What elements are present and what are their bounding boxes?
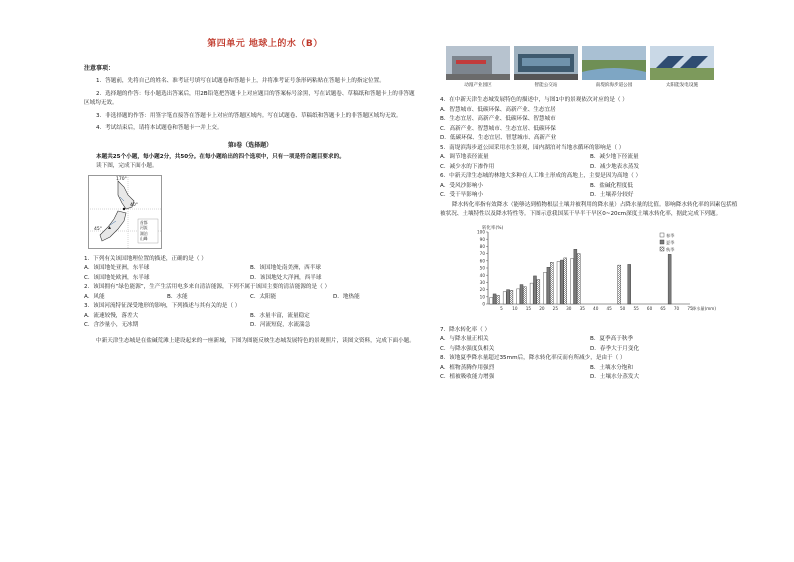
option-d[interactable]: D．春季大于月变化	[590, 345, 640, 352]
bar-夏季-30	[560, 260, 563, 304]
passage-conversion-rate: 降水转化率指有效降水（能够达到植物根层土壤并被利用的降水量）占降水量的比值。影响降水转化率的因素包括植被状况、土壤特性以及降水特性等。下图示意我国某干旱半干旱区0~20cm深度土壤水转化率，据此完成下列题。	[440, 201, 738, 217]
option-b[interactable]: B．水量丰富，流量稳定	[250, 312, 310, 319]
x-tick-label: 65	[660, 305, 666, 311]
question-8-options	[440, 364, 740, 383]
question-4-options	[440, 106, 740, 144]
bar-秋季-20	[537, 279, 540, 303]
option-b[interactable]: B．减少地下径流量	[590, 154, 639, 160]
y-tick-label: 80	[479, 243, 485, 249]
map-lat-label-40: 40°	[130, 202, 138, 208]
question-2-options	[84, 293, 416, 303]
x-axis-label: 降水量(mm)	[692, 305, 716, 311]
x-tick-label: 45	[606, 305, 612, 311]
bar-春季-20	[530, 283, 533, 304]
question-3-stem: 3．该国河流特征深受地形的影响，下列描述与其有关的是（ ）	[84, 303, 241, 309]
photo-captions	[446, 82, 740, 88]
bar-春季-25	[544, 272, 547, 304]
bar-夏季-10	[507, 289, 510, 303]
option-d[interactable]: D．低碳环保、生态宜居、智慧城市、高新产业	[440, 135, 557, 141]
option-a[interactable]: A．风能	[84, 293, 105, 300]
question-2-stem: 2．该国拥有“绿色能源”，生产生活用电多来自清洁能源，下列不属于该国主要的清洁能源的是（ ）	[84, 284, 331, 290]
option-c[interactable]: C．含沙量小，无冰期	[84, 322, 139, 328]
building-image	[446, 46, 510, 80]
photo-seaside-park	[582, 46, 646, 80]
option-a[interactable]: A．受风沙影响小	[440, 182, 483, 189]
bar-春季-35	[570, 258, 573, 303]
y-axis-label: 转化率(%)	[482, 225, 504, 231]
x-tick-label: 25	[552, 305, 559, 311]
park-image	[582, 46, 646, 80]
option-c[interactable]: C．受干旱影响小	[440, 192, 484, 198]
section-title: 第Ⅰ卷（选择题）	[227, 141, 273, 149]
question-5-stem: 5．南堤滨海步道公园采用水生景观，园内湖泊对当地水循环的影响是（ ）	[440, 144, 625, 151]
right-column	[440, 46, 740, 383]
section-intro: 本题共25个小题，每小题2分，共50分。在每小题给出的四个选项中，只有一项是符合题目要求的。	[96, 153, 345, 160]
option-b[interactable]: B．盐碱化程度低	[590, 182, 633, 189]
map-figure	[88, 175, 162, 249]
y-tick-label: 50	[479, 265, 485, 271]
option-a[interactable]: A．流速较慢，落差大	[84, 312, 139, 319]
option-a[interactable]: A．该国地处亚洲，东半球	[84, 265, 150, 271]
option-b[interactable]: B．夏季高于秋季	[590, 336, 633, 342]
y-tick-label: 40	[479, 272, 485, 278]
bar-夏季-25	[547, 267, 550, 304]
legend-label: 春季	[666, 232, 675, 238]
option-c[interactable]: C．植被吸收能力增强	[440, 374, 495, 380]
bar-秋季-25	[550, 262, 553, 304]
photo-animation-park	[446, 46, 510, 80]
option-c[interactable]: C．减少水的下渗作用	[440, 163, 495, 170]
option-b[interactable]: B．水能	[167, 293, 188, 300]
y-tick-label: 70	[479, 250, 485, 256]
option-d[interactable]: D．土壤养分较好	[590, 192, 634, 198]
y-tick-label: 90	[479, 236, 485, 242]
caption-3: 南堤滨海步道公园	[595, 83, 633, 88]
bar-春季-15	[517, 288, 520, 303]
notice-item: 3．非选择题的作答：用签字笔直接答在答题卡上对应的答题区域内。写在试题卷、草稿纸和答题卡上的非答题区域均无效。	[96, 112, 402, 119]
legend-label: 秋季	[666, 246, 675, 252]
bus-stop-image	[514, 46, 578, 80]
question-3-options	[84, 312, 416, 331]
conversion-rate-chart	[460, 222, 720, 320]
option-b[interactable]: B．该国地处南美洲，西半球	[250, 265, 321, 271]
bar-秋季-5	[496, 295, 499, 304]
chart-svg	[460, 222, 720, 320]
option-c[interactable]: C．该国地处欧洲，东半球	[84, 274, 150, 281]
bar-夏季-15	[520, 284, 523, 303]
photo-strip	[446, 46, 740, 80]
x-tick-label: 60	[646, 305, 653, 311]
question-6-stem: 6．中新天津生态城的林地大多种在人工堆土形成的高地上，主要是因为高地（ ）	[440, 173, 642, 179]
option-d[interactable]: D．减少地表水蒸发	[590, 163, 640, 170]
bar-秋季-30	[564, 257, 567, 303]
option-d[interactable]: D．河流短促，水流湍急	[250, 322, 311, 328]
notice-heading: 注意事项：	[84, 65, 115, 72]
option-c[interactable]: C．太阳能	[250, 293, 277, 300]
question-7-options	[440, 335, 740, 354]
legend-lake: 湖泊	[140, 230, 148, 236]
option-a[interactable]: A．智慧城市、低碳环保、高新产业、生态宜居	[440, 106, 556, 113]
option-d[interactable]: D．土壤水分蒸发大	[590, 374, 640, 380]
bar-春季-10	[503, 291, 506, 303]
option-a[interactable]: A．植物蒸腾作用强烈	[440, 364, 495, 371]
x-tick-label: 5	[500, 305, 503, 311]
map-lat-label-45: 45°	[94, 226, 102, 232]
map-legend	[140, 220, 148, 242]
bar-秋季-50	[618, 265, 621, 304]
page-title: 第四单元 地球上的水（B）	[207, 39, 323, 49]
passage-eco-city: 中新天津生态城是在盐碱荒滩上建设起来的一座新城，下图为图能反映生态城发展特色的景观照片，读图文资料，完成下面小题。	[96, 337, 415, 344]
legend-swatch	[660, 247, 664, 251]
caption-4: 太阳能发电设施	[665, 83, 699, 88]
solar-image	[650, 46, 714, 80]
caption-2: 智能公交站	[534, 83, 558, 88]
legend-swatch	[660, 233, 664, 237]
photo-solar-panels	[650, 46, 714, 80]
notice-item: 4．考试结束后，请将本试题卷和答题卡一并上交。	[96, 125, 223, 131]
option-a[interactable]: A．调节地表径流量	[440, 154, 489, 160]
x-tick-label: 20	[539, 305, 545, 311]
notice-item: 1．答题前，先将自己的姓名、准考证号填写在试题卷和答题卡上，并将准考证号条形码粘贴在答题卡上的指定位置。	[96, 78, 385, 84]
option-a[interactable]: A．与降水量正相关	[440, 336, 489, 342]
left-column	[84, 36, 416, 346]
x-tick-label: 55	[633, 305, 639, 311]
legend-river: 河流	[140, 225, 148, 230]
option-d[interactable]: D．该国地处大洋洲，西半球	[250, 274, 322, 281]
question-1-options	[84, 264, 416, 283]
x-tick-label: 35	[579, 305, 585, 311]
x-tick-label: 40	[593, 305, 599, 311]
bar-夏季-70	[668, 254, 671, 304]
x-tick-label: 10	[512, 305, 518, 311]
question-7-stem: 7．降水转化率（ ）	[440, 326, 491, 333]
question-6-options	[440, 182, 740, 201]
option-c[interactable]: C．与降水强度负相关	[440, 345, 495, 352]
legend-label: 夏季	[666, 239, 675, 245]
question-8-stem: 8．该地夏季降水量超过35mm后，降水转化率反而有所减少，是由于（ ）	[440, 355, 626, 361]
bar-秋季-10	[510, 290, 513, 304]
y-tick-label: 30	[479, 279, 485, 285]
x-tick-label: 70	[673, 305, 680, 311]
country-map	[88, 175, 162, 249]
x-tick-label: 50	[619, 305, 626, 311]
legend-peak: 山峰	[140, 236, 148, 241]
option-b[interactable]: B．生态宜居、高新产业、低碳环保、智慧城市	[440, 116, 556, 122]
y-tick-label: 0	[482, 301, 485, 307]
bar-秋季-35	[577, 253, 580, 303]
bar-春季-30	[557, 261, 560, 303]
bar-夏季-5	[493, 293, 496, 303]
y-tick-label: 10	[479, 293, 485, 299]
legend-swatch	[660, 240, 664, 244]
x-tick-label: 30	[566, 305, 572, 311]
bar-春季-5	[490, 297, 493, 303]
caption-1: 动漫产业园区	[464, 83, 492, 88]
y-tick-label: 20	[479, 286, 485, 292]
bar-夏季-20	[533, 275, 536, 303]
option-d[interactable]: D．地热能	[333, 293, 360, 300]
photo-smart-bus-stop	[514, 46, 578, 80]
y-tick-label: 100	[477, 229, 485, 235]
notice-item: 2．选择题的作答：每小题选出答案后，用2B铅笔把答题卡上对应题目的答案标号涂黑，写在试题卷、草稿纸和答题卡上的非答题区域均无效。	[84, 90, 415, 106]
bar-秋季-15	[523, 286, 526, 303]
question-5-options	[440, 153, 740, 172]
legend-capital: 首都	[140, 219, 148, 225]
y-tick-label: 60	[479, 257, 485, 263]
x-tick-label: 15	[525, 305, 532, 311]
option-c[interactable]: C．高新产业、智慧城市、生态宜居、低碳环保	[440, 125, 556, 132]
bar-夏季-55	[628, 264, 631, 304]
question-4-stem: 4．在中新天津生态城发展特色的描述中，与图1中的景观依次对应的是（ ）	[440, 97, 628, 103]
question-1-stem: 1．下列有关该国地理位置的描述，正确的是（ ）	[84, 255, 207, 262]
map-lon-label: 170°	[116, 176, 127, 182]
x-tick-label: 75	[687, 305, 693, 311]
option-b[interactable]: B．土壤水分饱和	[590, 364, 633, 371]
read-map-instruction: 读下图，完成下面小题。	[96, 163, 158, 169]
bar-夏季-35	[574, 249, 577, 304]
